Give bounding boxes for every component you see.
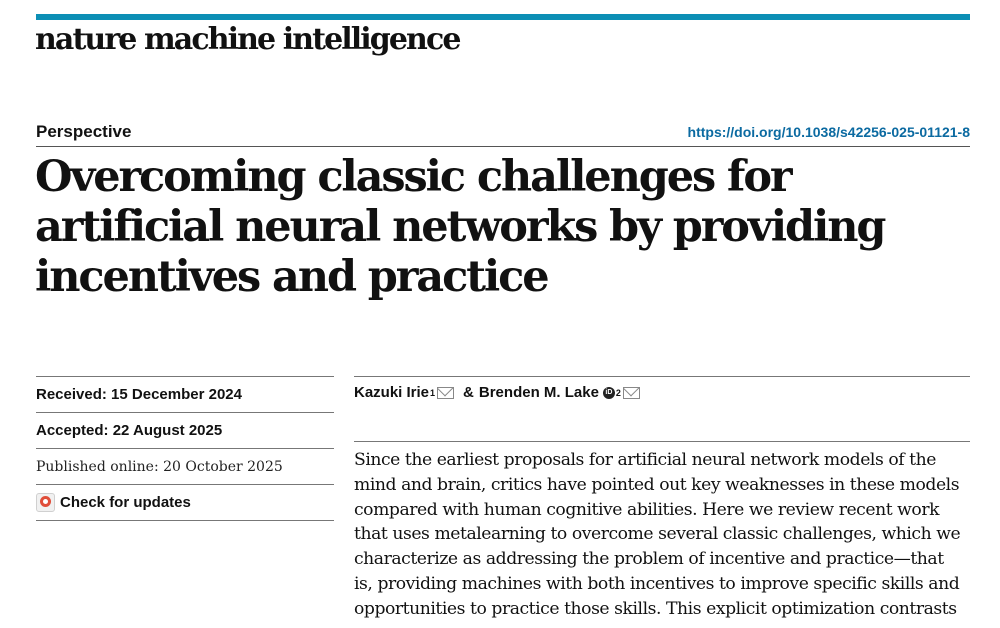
received-value: 15 December 2024 [111,386,242,403]
authors-top-divider [354,376,970,377]
check-for-updates-icon[interactable] [36,493,55,512]
article-title: Overcoming classic challenges for artificial neural networks by providing incentives and practice [35,152,885,302]
published-value: Published online: 20 October 2025 [36,458,283,475]
abstract-line: opportunities to practice those skills. This explicit optimization contrasts [354,598,957,619]
abstract-line: mind and brain, critics have pointed out key weaknesses in these models [354,474,960,495]
accepted-label: Accepted: [36,422,109,439]
author-name[interactable]: Brenden M. Lake [478,384,599,401]
check-for-updates-label[interactable]: Check for updates [60,494,191,511]
received-label: Received: [36,386,107,403]
check-for-updates[interactable] [36,485,334,521]
author-name[interactable]: Kazuki Irie [354,384,430,401]
email-icon[interactable] [437,387,454,399]
abstract-divider [354,441,970,442]
author-list [354,384,644,401]
affiliation-marker[interactable]: 2 [615,387,621,398]
article-type: Perspective [36,122,132,141]
received-date [36,377,334,413]
header-divider [36,146,970,147]
abstract [354,448,961,622]
author-separator: & [463,384,474,401]
journal-accent-bar [36,14,970,20]
affiliation-marker[interactable]: 1 [430,387,436,398]
article-dates [36,376,334,521]
doi-link[interactable]: https://doi.org/10.1038/s42256-025-01121-8 [687,124,970,140]
published-date [36,449,334,485]
abstract-line: compared with human cognitive abilities. Here we review recent work [354,499,940,520]
abstract-line: is, providing machines with both incentives to improve specific skills and [354,573,960,594]
abstract-line: that uses metalearning to overcome several classic challenges, which we [354,524,961,545]
abstract-line: characterize as addressing the problem of incentive and practice—that [354,549,944,570]
abstract-line: Since the earliest proposals for artificial neural network models of the [354,450,936,470]
accepted-value: 22 August 2025 [112,422,223,439]
journal-logo[interactable]: nature machine intelligence [35,22,460,57]
orcid-icon[interactable]: iD [603,387,615,399]
accepted-date [36,413,334,449]
email-icon[interactable] [623,387,640,399]
